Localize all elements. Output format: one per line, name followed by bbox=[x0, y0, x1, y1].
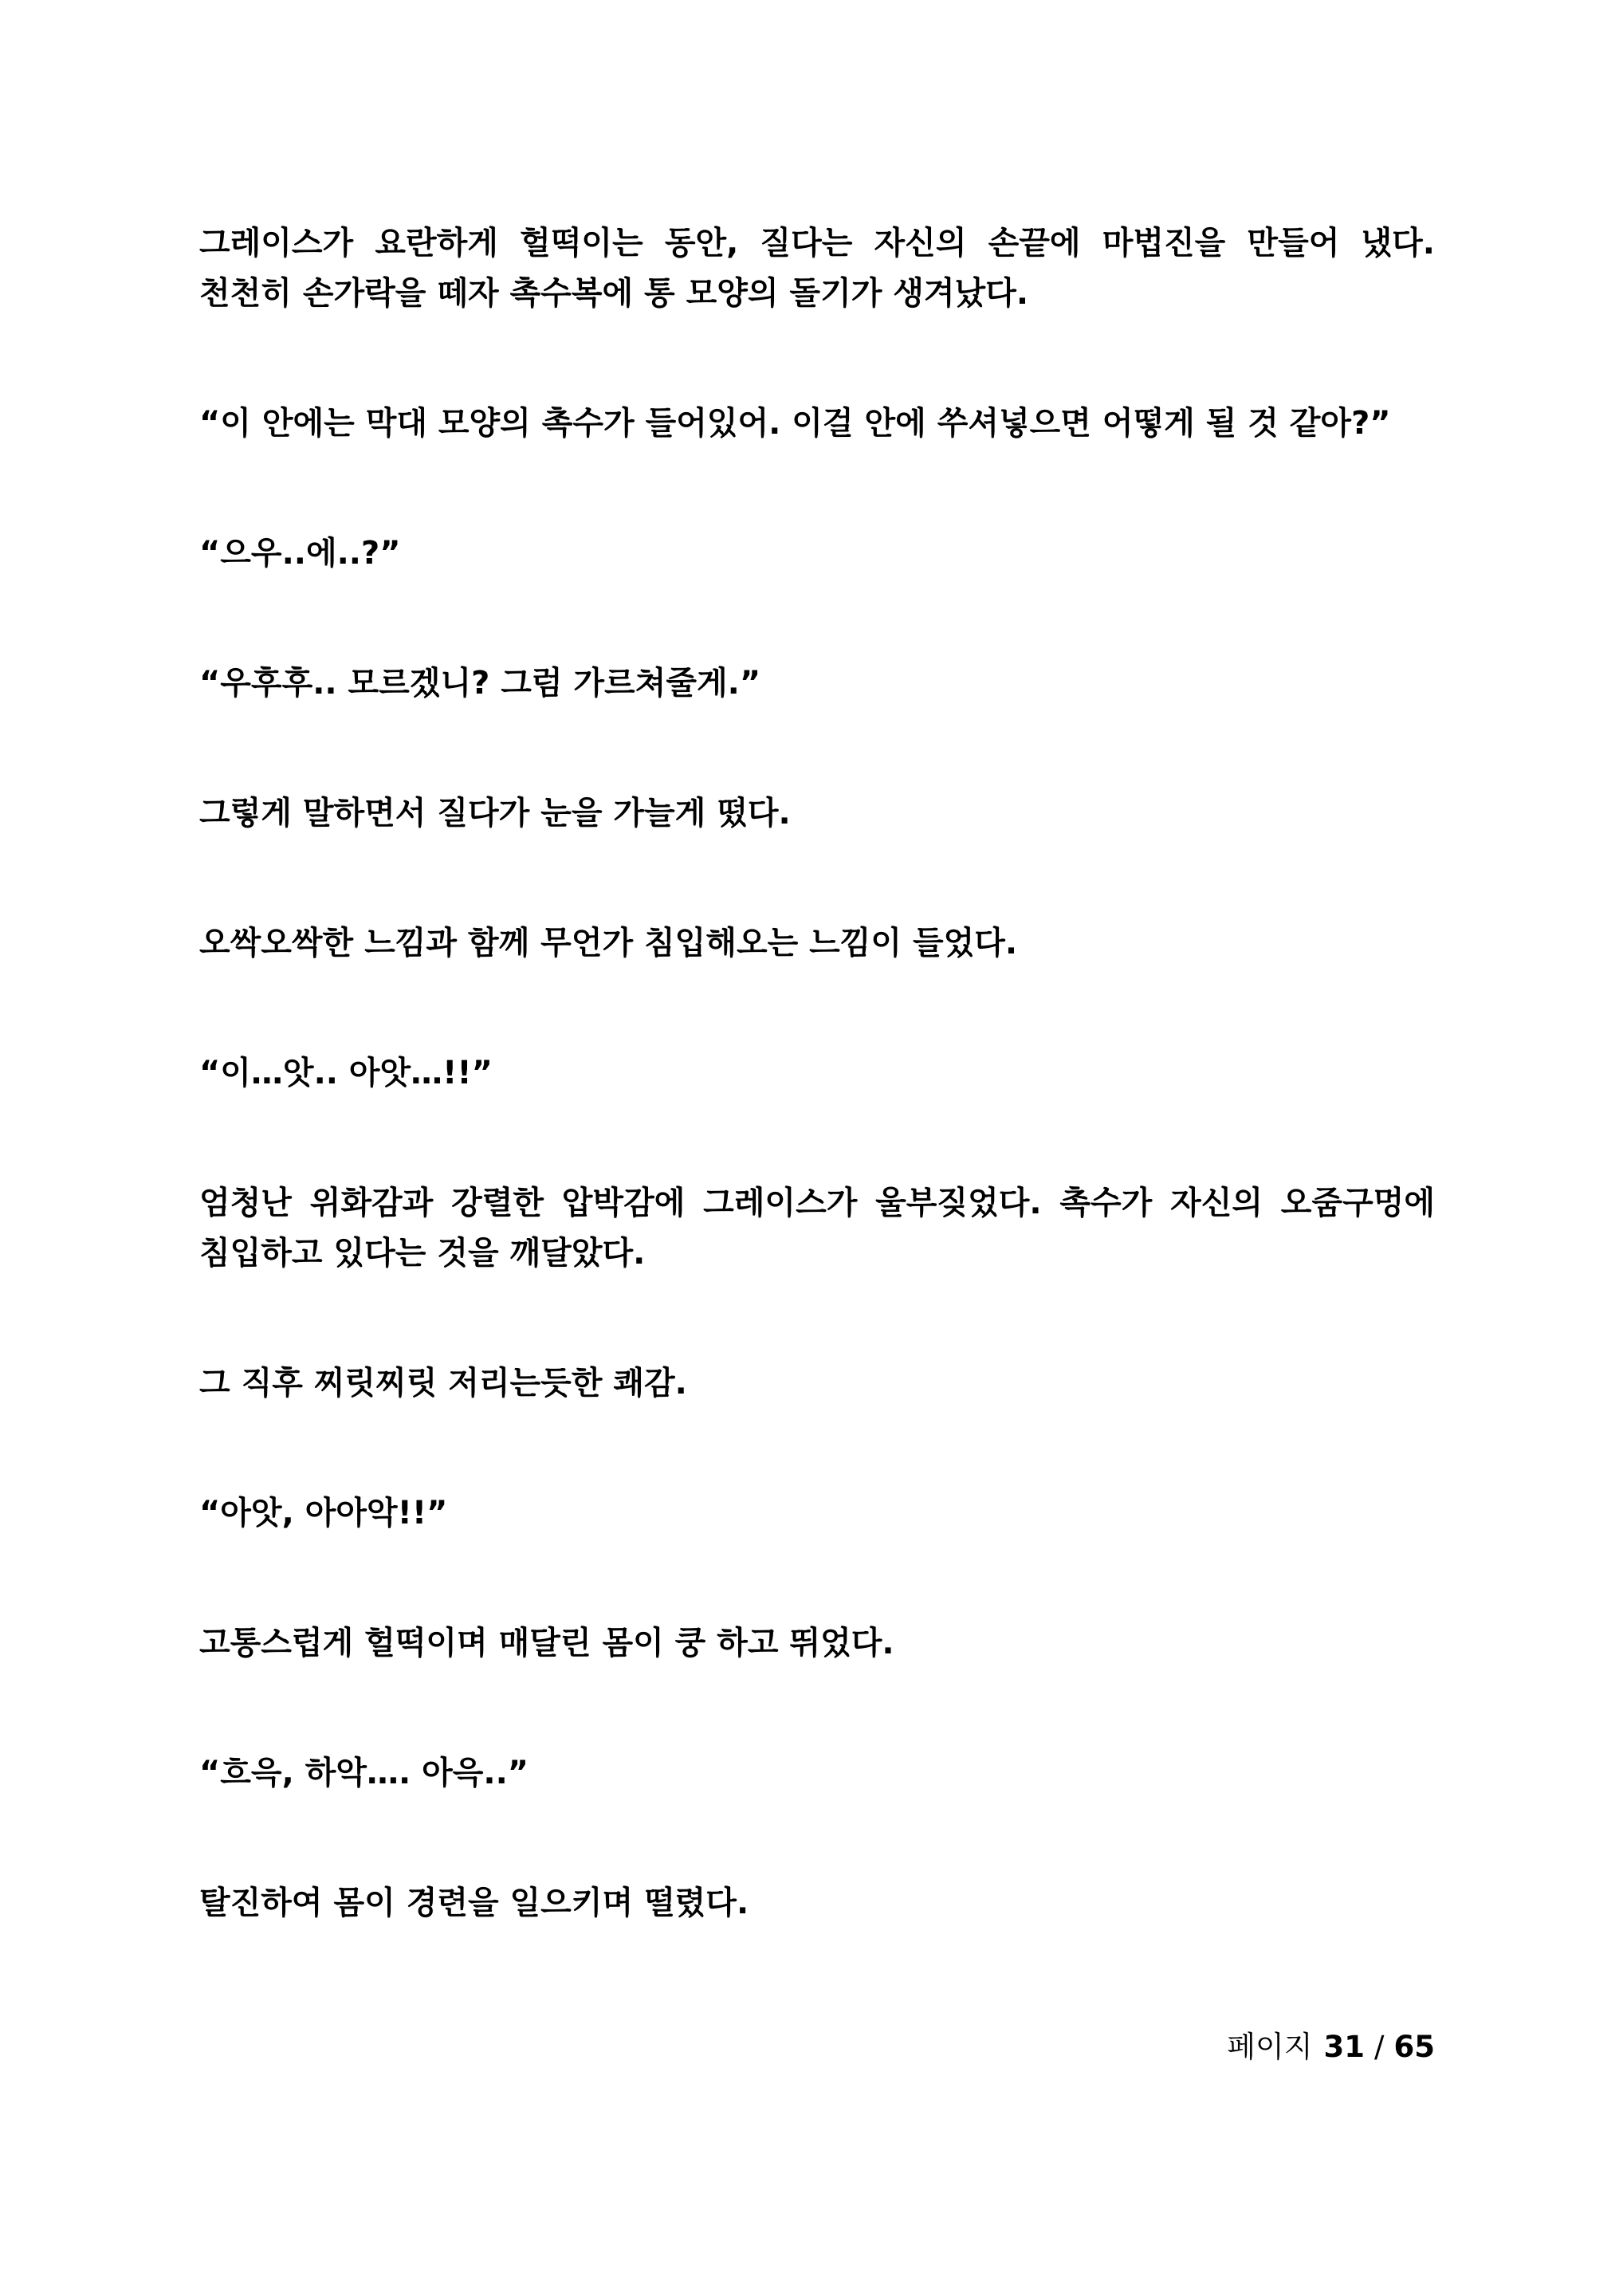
paragraph-13: 탈진하여 몸이 경련을 일으키며 떨렸다. bbox=[199, 1885, 749, 1921]
total-page-count: 65 bbox=[1393, 2030, 1435, 2064]
page-label: 페이지 bbox=[1227, 2030, 1313, 2064]
paragraph-5: 그렇게 말하면서 질다가 눈을 가늘게 떴다. bbox=[199, 795, 791, 832]
paragraph-2: “이 안에는 막대 모양의 촉수가 들어있어. 이걸 안에 쑤셔넣으면 어떻게 될 것 같아?” bbox=[199, 405, 1391, 442]
page-number-footer bbox=[1227, 2027, 1435, 2067]
paragraph-8: 엄청난 위화감과 강렬한 압박감에 그레이스가 울부짖었다. 촉수가 자신의 오줌구멍에 침입하고 있다는 것을 깨달았다. bbox=[199, 1185, 1435, 1272]
paragraph-6: 오싹오싹한 느낌과 함께 무언가 침입해오는 느낌이 들었다. bbox=[199, 925, 1018, 961]
page-separator: / bbox=[1374, 2030, 1385, 2064]
paragraph-4: “우후후.. 모르겠니? 그럼 가르쳐줄게.” bbox=[199, 665, 761, 702]
body-text bbox=[199, 218, 1435, 2008]
paragraph-12: “흐윽, 하악…. 아윽..” bbox=[199, 1755, 529, 1791]
paragraph-10: “아앗, 아아악!!” bbox=[199, 1495, 448, 1531]
current-page-number: 31 bbox=[1323, 2030, 1366, 2064]
paragraph-1: 그레이스가 요란하게 헐떡이는 동안, 질다는 자신의 손끝에 마법진을 만들어 냈다. 천천히 손가락을 떼자 촉수복에 통 모양의 돌기가 생겨났다. bbox=[199, 225, 1435, 312]
paragraph-9: 그 직후 찌릿찌릿 저리는듯한 쾌감. bbox=[199, 1365, 687, 1402]
paragraph-7: “이…앗.. 아앗…!!” bbox=[199, 1055, 493, 1091]
paragraph-3: “으우..에..?” bbox=[199, 535, 401, 572]
paragraph-11: 고통스럽게 헐떡이며 매달린 몸이 쿵 하고 뛰었다. bbox=[199, 1625, 894, 1661]
